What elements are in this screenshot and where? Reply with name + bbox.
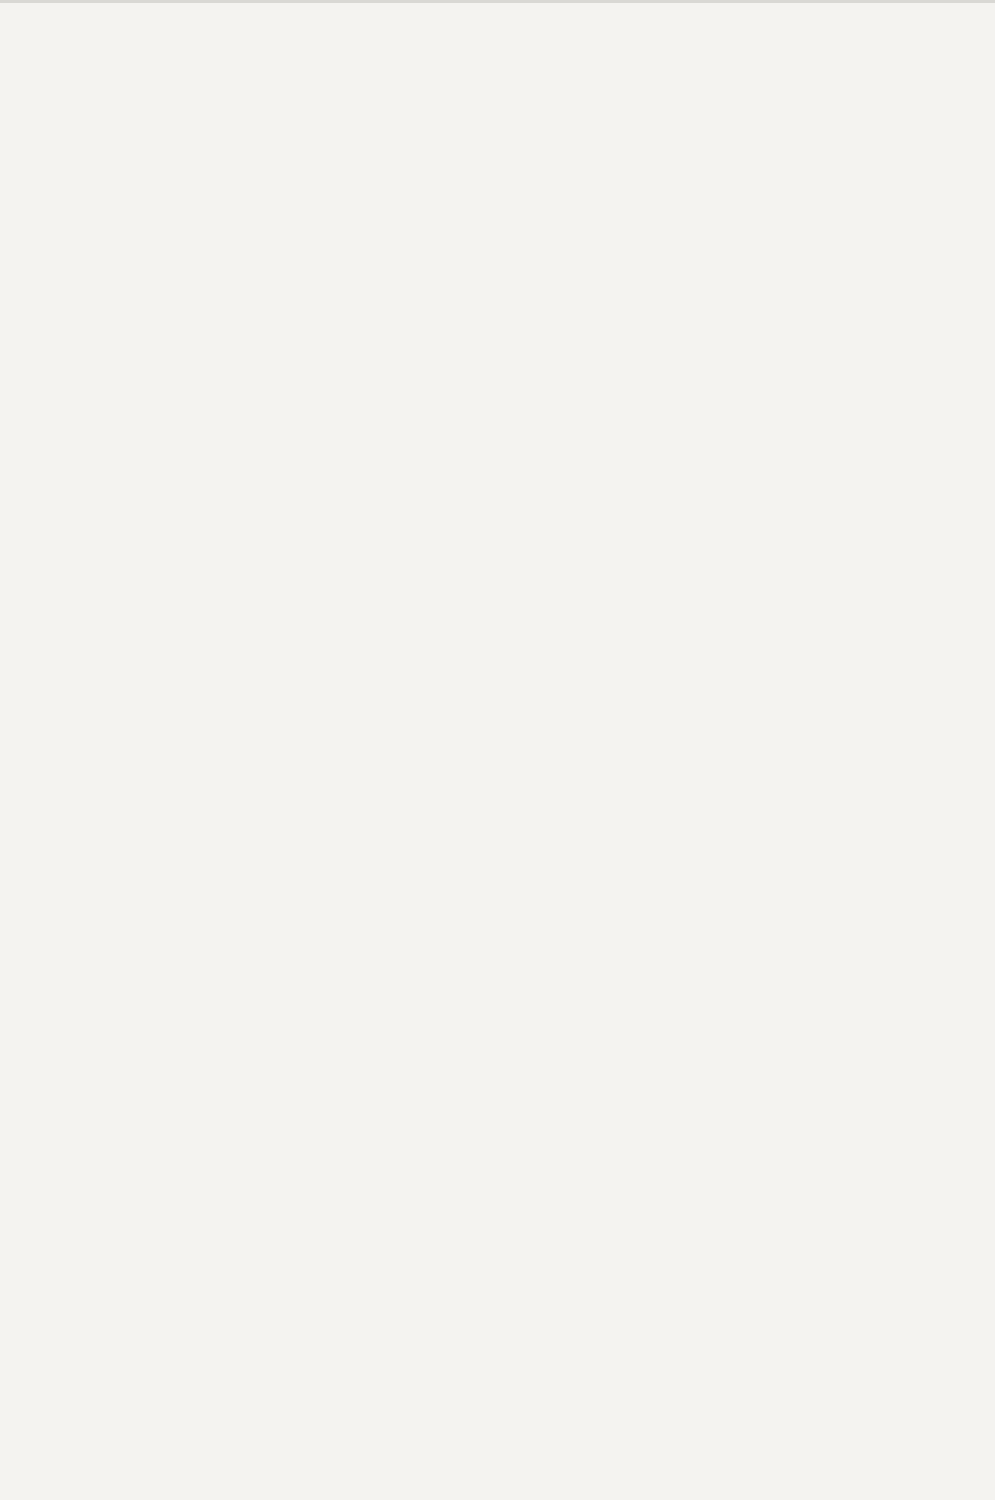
scan-top-edge (0, 0, 995, 3)
